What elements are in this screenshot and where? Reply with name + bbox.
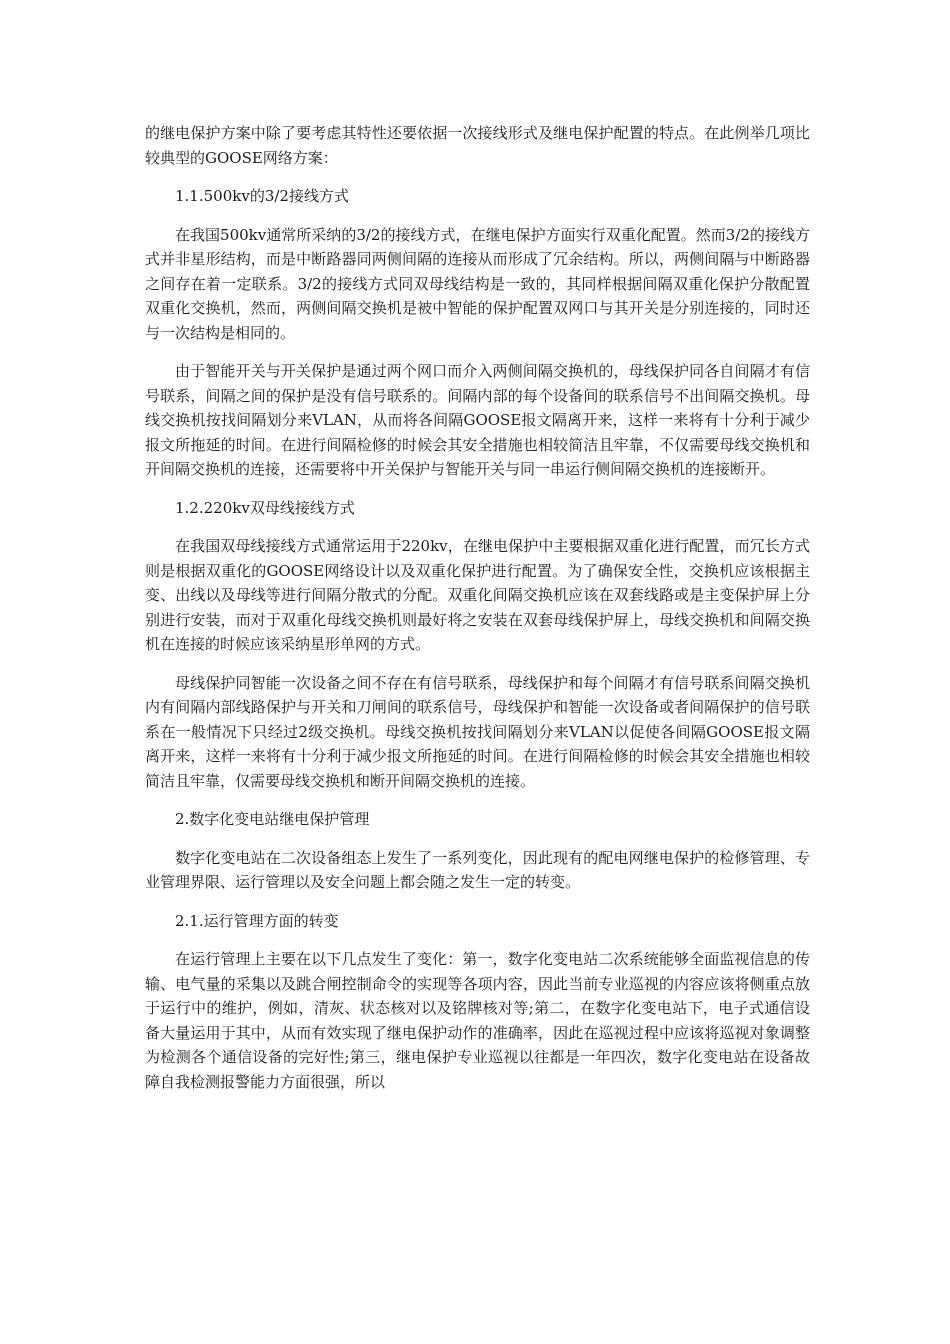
paragraph: 在我国双母线接线方式通常运用于220kv，在继电保护中主要根据双重化进行配置，而冗长方式则是根据双重化的GOOSE网络设计以及双重化保护进行配置。为了确保安全性，交换机应该根据主变、出线以及母线等进行间隔分散式的分配。双重化间隔交换机应该在双套线路或是主变保护屏上分别进行安装，而对于双重化母线交换机则最好将之安装在双套母线保护屏上，母线交换机和间隔交换机在连接的时候应该采纳星形单网的方式。 [145,537,810,653]
section-heading-2: 2.数字化变电站继电保护管理 [175,810,370,828]
paragraph: 母线保护同智能一次设备之间不存在有信号联系，母线保护和每个间隔才有信号联系间隔交换机内有间隔内部线路保护与开关和刀闸间的联系信号，母线保护和智能一次设备或者间隔保护的信号联系在一般情况下只经过2级交换机。母线交换机按找间隔划分来VLAN以促使各间隔GOOSE报文隔离开来，这样一来将有十分利于减少报文所拖延的时间。在进行间隔检修的时候会其安全措施也相较简洁且牢靠，仅需要母线交换机和断开间隔交换机的连接。 [145,673,810,790]
document-body [145,121,810,1108]
paragraph: 数字化变电站在二次设备组态上发生了一系列变化，因此现有的配电网继电保护的检修管理、专业管理界限、运行管理以及安全问题上都会随之发生一定的转变。 [145,848,810,891]
section-heading-1-2: 1.2.220kv双母线接线方式 [175,498,355,517]
section-heading-2-1: 2.1.运行管理方面的转变 [175,911,339,930]
paragraph: 由于智能开关与开关保护是通过两个网口而介入两侧间隔交换机的，母线保护同各自间隔才有信号联系，间隔之间的保护是没有信号联系的。间隔内部的每个设备间的联系信号不出间隔交换机。母线交换机按找间隔划分来VLAN，从而将各间隔GOOSE报文隔离开来，这样一来将有十分利于减少报文所拖延的时间。在进行间隔检修的时候会其安全措施也相较简洁且牢靠，不仅需要母线交换机和开间隔交换机的连接，还需要将中开关保护与智能开关与同一串运行侧间隔交换机的连接断开。 [145,362,810,478]
section-heading-1-1: 1.1.500kv的3/2接线方式 [175,187,349,205]
paragraph: 在运行管理上主要在以下几点发生了变化：第一，数字化变电站二次系统能够全面监视信息的传输、电气量的采集以及跳合闸控制命令的实现等各项内容，因此当前专业巡视的内容应该将侧重点放于运行中的维护，例如，清灰、状态核对以及铭牌核对等;第二，在数字化变电站下，电子式通信设备大量运用于其中，从而有效实现了继电保护动作的准确率，因此在巡视过程中应该将巡视对象调整为检测各个通信设备的完好性;第三，继电保护专业巡视以往都是一年四次，数字化变电站在设备故障自我检测报警能力方面很强，所以 [145,950,810,1091]
paragraph: 在我国500kv通常所采纳的3/2的接线方式，在继电保护方面实行双重化配置。然而3/2的接线方式并非星形结构，而是中断路器同两侧间隔的连接从而形成了冗余结构。所以，两侧间隔与中断路器之间存在着一定联系。3/2的接线方式同双母线结构是一致的，其同样根据间隔双重化保护分散配置双重化交换机，然而，两侧间隔交换机是被中智能的保护配置双网口与其开关是分别连接的，同时还与一次结构是相同的。 [145,225,810,342]
paragraph-continuation: 的继电保护方案中除了要考虑其特性还要依据一次接线形式及继电保护配置的特点。在此例举几项比较典型的GOOSE网络方案： [145,124,810,167]
